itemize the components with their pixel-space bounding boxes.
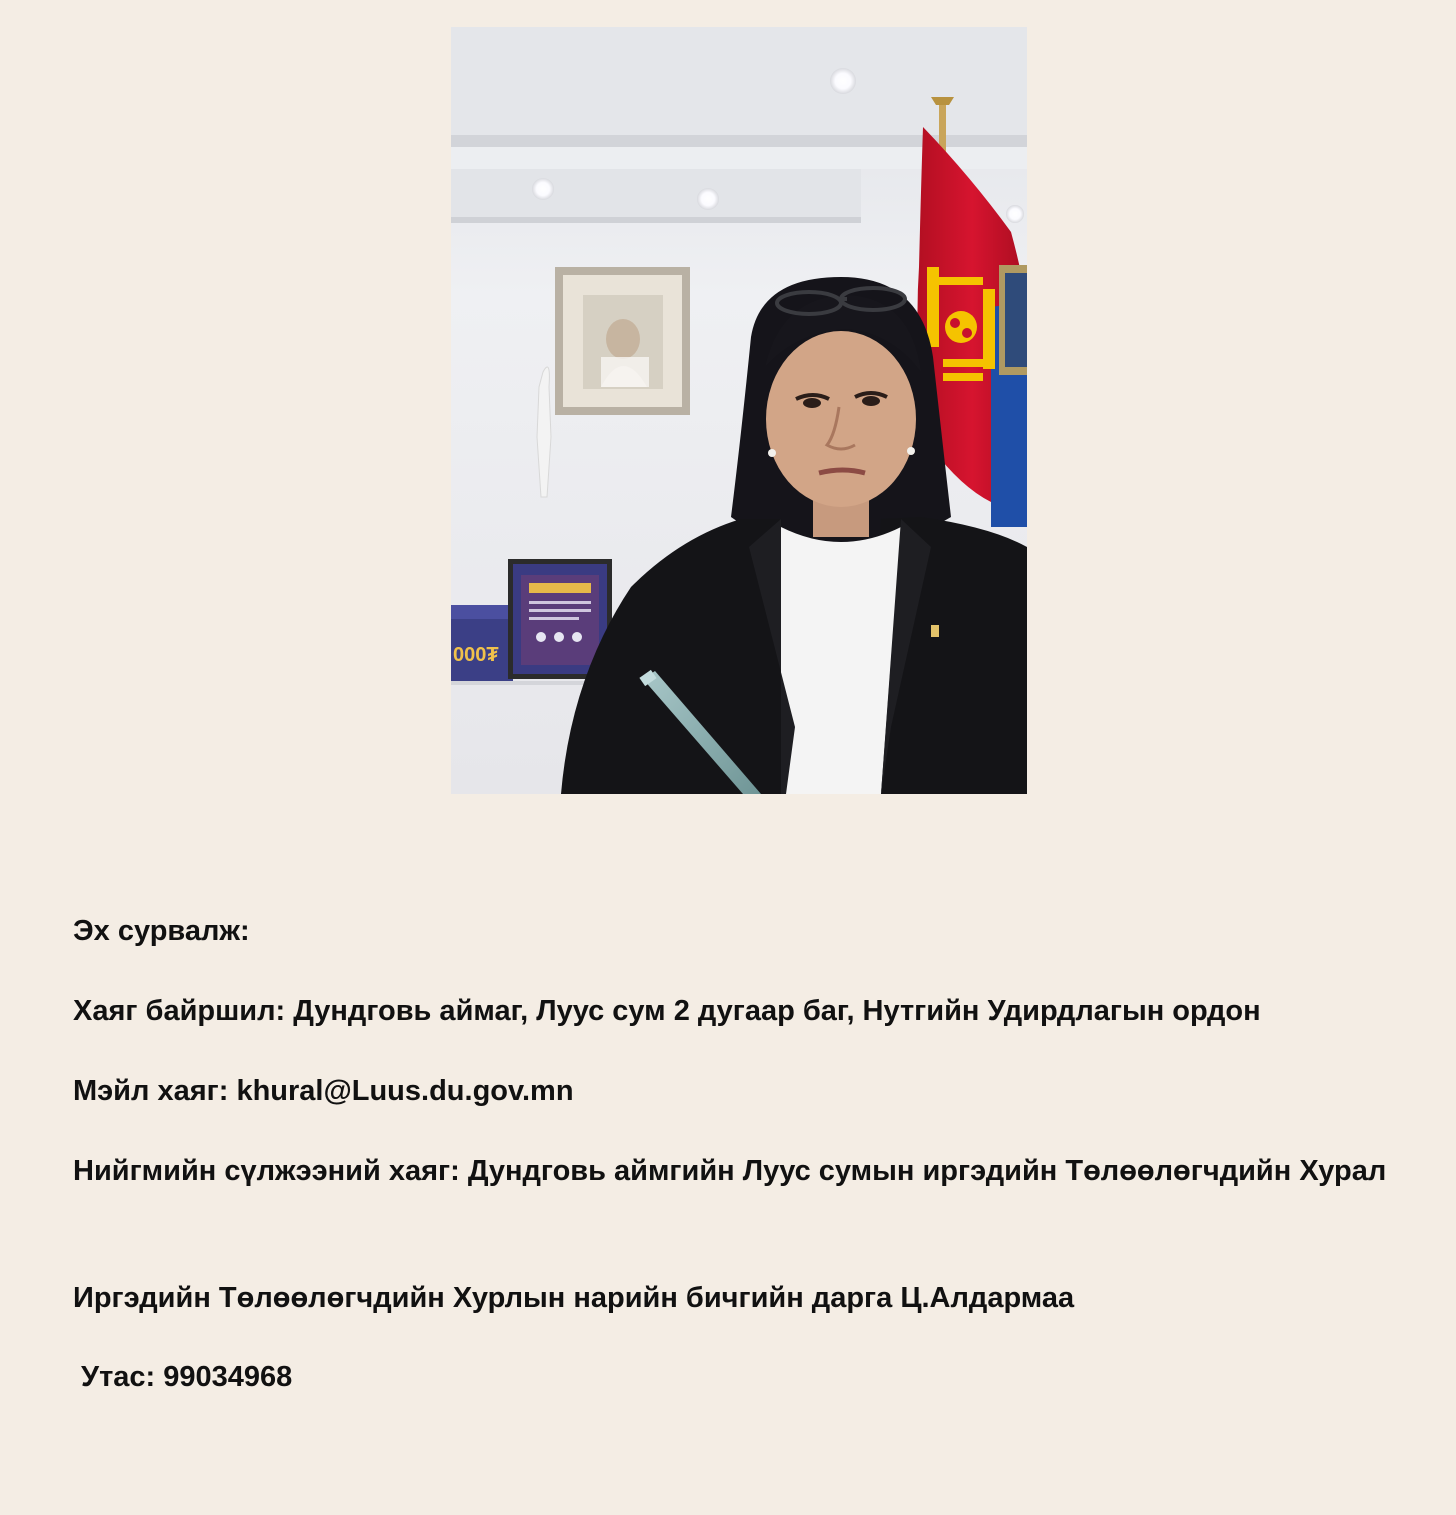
social-line: Нийгмийн сүлжээний хаяг: Дундговь аймгийн Луус сумын иргэдийн Төлөөлөгчдийн Хурал [73,1155,1387,1187]
portrait-photo [451,27,1027,794]
secretary-line: Иргэдийн Төлөөлөгчдийн Хурлын нарийн бичгийн дарга Ц.Алдармаа [73,1282,1075,1314]
source-label: Эх сурвалж: [73,915,250,947]
email-line: Мэйл хаяг: khural@Luus.du.gov.mn [73,1075,574,1107]
phone-line: Утас: 99034968 [73,1361,293,1393]
office-portrait-illustration [451,27,1027,794]
address-line: Хаяг байршил: Дундговь аймаг, Луус сум 2 дугаар баг, Нутгийн Удирдлагын ордон [73,995,1261,1027]
certificate-amount-text: 000₮ [453,644,499,666]
